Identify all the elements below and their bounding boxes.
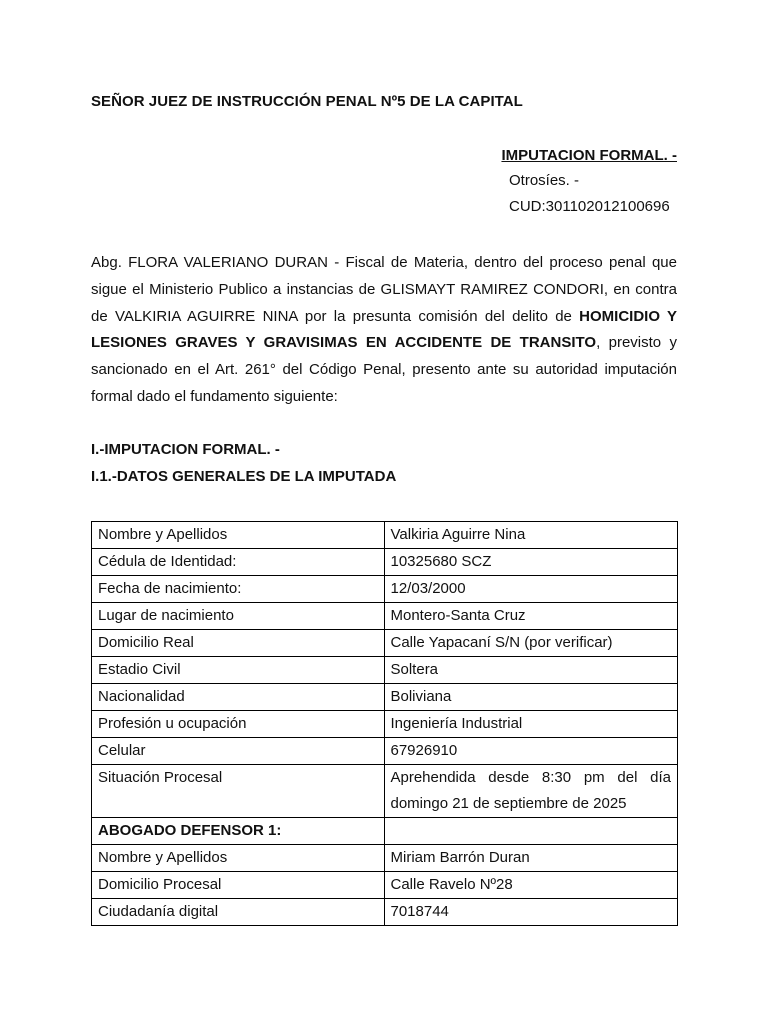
otrosies-label: Otrosíes. - bbox=[509, 172, 580, 189]
row-value: Miriam Barrón Duran bbox=[384, 845, 678, 872]
document-type: IMPUTACION FORMAL. - bbox=[501, 147, 677, 164]
row-value: 67926910 bbox=[384, 738, 678, 765]
cud-number: CUD:301102012100696 bbox=[509, 198, 670, 215]
table-row bbox=[92, 845, 678, 872]
intro-paragraph bbox=[91, 250, 677, 411]
table-row bbox=[92, 630, 678, 657]
table-row bbox=[92, 711, 678, 738]
row-value: 7018744 bbox=[384, 899, 678, 926]
table-row bbox=[92, 765, 678, 818]
row-label: Domicilio Procesal bbox=[92, 872, 385, 899]
row-label: Domicilio Real bbox=[92, 630, 385, 657]
row-label: Nombre y Apellidos bbox=[92, 522, 385, 549]
row-value: Boliviana bbox=[384, 684, 678, 711]
row-value: 12/03/2000 bbox=[384, 576, 678, 603]
intro-text-part1: Abg. FLORA VALERIANO DURAN - Fiscal de Materia, dentro del proceso penal que sigue el Ministerio Publico a instancias de GLISMAYT RAMIREZ CONDORI, en contra de VALKIRIA AGUIRRE NINA por la presunta comisión del delito de bbox=[91, 254, 677, 325]
defendant-data-table bbox=[91, 521, 678, 926]
row-label: Ciudadanía digital bbox=[92, 899, 385, 926]
table-row bbox=[92, 872, 678, 899]
section-heading-datos-generales: I.1.-DATOS GENERALES DE LA IMPUTADA bbox=[91, 468, 397, 485]
section-heading-imputacion: I.-IMPUTACION FORMAL. - bbox=[91, 441, 280, 458]
addressee: SEÑOR JUEZ DE INSTRUCCIÓN PENAL Nº5 DE LA CAPITAL bbox=[91, 93, 523, 110]
row-value: Soltera bbox=[384, 657, 678, 684]
table-row bbox=[92, 549, 678, 576]
row-value-line: domingo 21 de septiembre de 2025 bbox=[390, 795, 627, 812]
offense-name: HOMICIDIO Y LESIONES GRAVES Y GRAVISIMAS EN ACCIDENTE DE TRANSITO bbox=[91, 307, 677, 352]
row-label: Estadio Civil bbox=[92, 657, 385, 684]
row-label: Fecha de nacimiento: bbox=[92, 576, 385, 603]
table-row bbox=[92, 603, 678, 630]
document-reference-block bbox=[500, 146, 677, 220]
row-value: Calle Yapacaní S/N (por verificar) bbox=[384, 630, 678, 657]
row-label: ABOGADO DEFENSOR 1: bbox=[92, 818, 385, 845]
intro-text-part2: , previsto y sancionado en el Art. 261° del Código Penal, presento ante su autoridad imputación formal dado el fundamento siguiente: bbox=[91, 334, 677, 405]
table-row bbox=[92, 818, 678, 845]
row-label: Situación Procesal bbox=[92, 765, 385, 818]
row-label: Nombre y Apellidos bbox=[92, 845, 385, 872]
row-label: Celular bbox=[92, 738, 385, 765]
row-value: Montero-Santa Cruz bbox=[384, 603, 678, 630]
row-label: Profesión u ocupación bbox=[92, 711, 385, 738]
row-value: Calle Ravelo Nº28 bbox=[384, 872, 678, 899]
table-row bbox=[92, 899, 678, 926]
table-row bbox=[92, 657, 678, 684]
row-value: Valkiria Aguirre Nina bbox=[384, 522, 678, 549]
table-row bbox=[92, 576, 678, 603]
row-value-line: Aprehendida desde 8:30 pm del día bbox=[390, 769, 671, 786]
row-label: Cédula de Identidad: bbox=[92, 549, 385, 576]
row-label: Nacionalidad bbox=[92, 684, 385, 711]
table-row bbox=[92, 522, 678, 549]
row-value bbox=[384, 818, 678, 845]
table-row bbox=[92, 684, 678, 711]
row-label: Lugar de nacimiento bbox=[92, 603, 385, 630]
row-value: 10325680 SCZ bbox=[384, 549, 678, 576]
row-value: Ingeniería Industrial bbox=[384, 711, 678, 738]
row-value bbox=[384, 765, 678, 818]
table-row bbox=[92, 738, 678, 765]
